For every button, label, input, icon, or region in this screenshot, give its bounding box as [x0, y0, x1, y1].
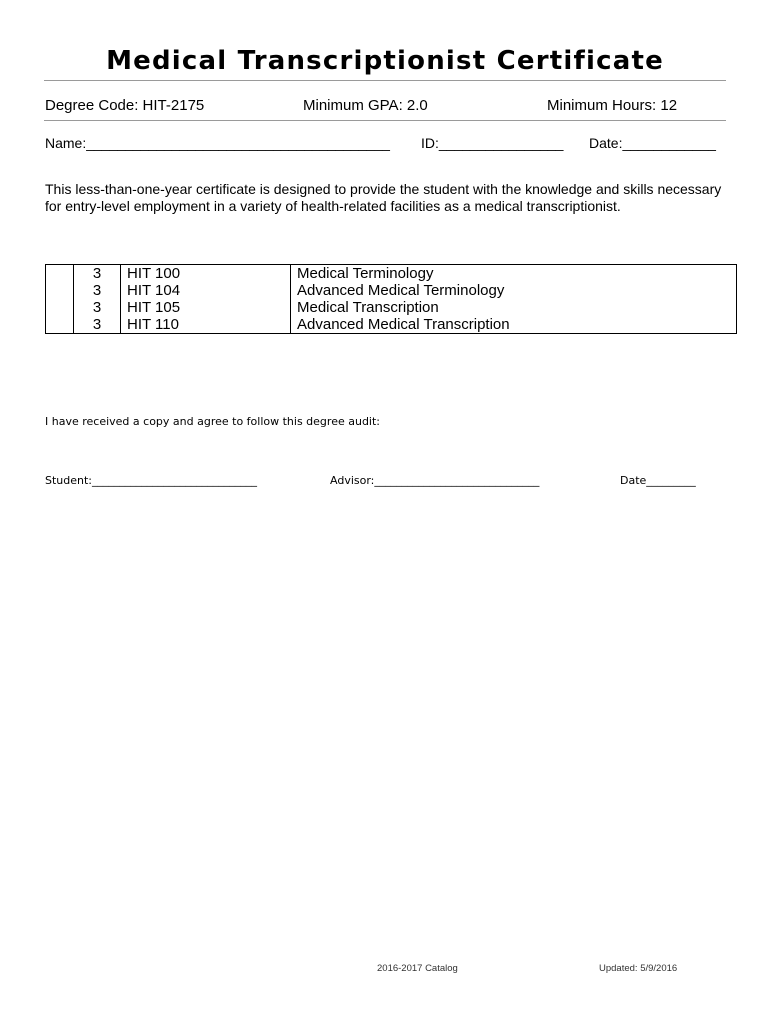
checkoff-cell	[46, 265, 74, 283]
course-title: Medical Terminology	[291, 265, 737, 283]
checkoff-cell	[46, 282, 74, 299]
credit-hours: 3	[74, 265, 121, 283]
table-row	[46, 299, 737, 316]
credit-hours: 3	[74, 282, 121, 299]
course-title: Advanced Medical Terminology	[291, 282, 737, 299]
course-table	[45, 264, 737, 334]
course-code: HIT 105	[121, 299, 291, 316]
table-row	[46, 316, 737, 334]
course-title: Medical Transcription	[291, 299, 737, 316]
updated-date: Updated: 5/9/2016	[599, 963, 678, 974]
info-divider	[44, 120, 726, 121]
advisor-signature-line: Advisor:______________________________	[330, 474, 540, 487]
date-field: Date:____________	[589, 135, 716, 151]
credit-hours: 3	[74, 299, 121, 316]
table-row	[46, 282, 737, 299]
title-divider	[44, 80, 726, 81]
minimum-gpa: Minimum GPA: 2.0	[303, 97, 428, 114]
name-field: Name:_______________________________________	[45, 135, 390, 151]
agreement-statement: I have received a copy and agree to follow this degree audit:	[45, 415, 380, 428]
course-code: HIT 100	[121, 265, 291, 283]
course-code: HIT 110	[121, 316, 291, 334]
student-signature-line: Student:______________________________	[45, 474, 258, 487]
minimum-hours: Minimum Hours: 12	[547, 97, 678, 114]
page-title: Medical Transcriptionist Certificate	[106, 46, 664, 76]
certificate-description: This less-than-one-year certificate is designed to provide the student with the knowledge and skills necessary for entry-level employment in a variety of health-related facilities as a medical transcriptionist.	[45, 181, 722, 214]
course-title: Advanced Medical Transcription	[291, 316, 737, 334]
credit-hours: 3	[74, 316, 121, 334]
checkoff-cell	[46, 299, 74, 316]
course-code: HIT 104	[121, 282, 291, 299]
id-field: ID:________________	[421, 135, 564, 151]
table-row	[46, 265, 737, 283]
checkoff-cell	[46, 316, 74, 334]
signature-date-line: Date_________	[620, 474, 696, 487]
degree-code: Degree Code: HIT-2175	[45, 97, 205, 114]
catalog-year: 2016-2017 Catalog	[377, 963, 458, 974]
